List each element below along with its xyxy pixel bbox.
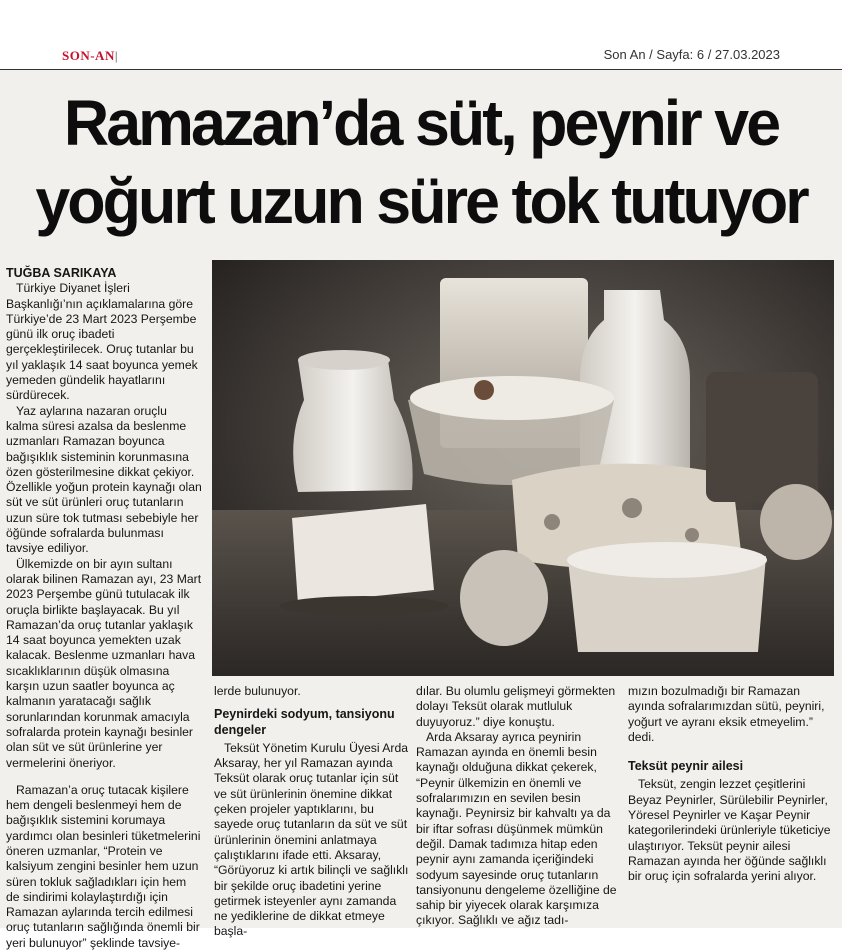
newspaper-clipping xyxy=(0,70,842,950)
logo-caret: | xyxy=(114,48,118,63)
headline-line-2: yoğurt uzun süre tok tutuyor xyxy=(35,165,807,237)
paragraph: Arda Aksaray ayrıca peynirin Ramazan ayında en önemli besin kaynağı olduğuna dikkat çekerek, “Peynir ülkemizin en önemli ve sofralarımızın en sevilen besin kaynağı. Peynirsiz bir kahvaltı ya da bir iftar sofrası düşünmek mümkün değil. Damak tadımıza hitap eden peynir aynı zamanda içeriğindeki sodyum sayesinde oruç tutanların tansiyonunu dengeleme özelliğine de sahip bir yiyecek olarak karşımıza çıkıyor. Sağlıklı ve ağız tadı- xyxy=(416,729,617,928)
headline-line-1: Ramazan’da süt, peynir ve xyxy=(63,87,779,159)
paragraph: Ülkemizde on bir ayın sultanı olarak bilinen Ramazan ayı, 23 Mart 2023 Perşembe günü tutulacak ilk oruçla birlikte başlayacak. Bu yıl Ramazan’da oruç tutanlar yaklaşık 14 saat boyunca yemekten uzak kalacak. Beslenme uzmanları hava sıcaklıklarının düşük olmasına karşın uzun saatler boyunca aç kalmanın yaratacağı sağlık sorunlarından korunmak amacıyla sofralarda protein kaynağı besinler olan süt ve süt ürünlerine yer vermelerini öneriyor. xyxy=(6,556,202,770)
subheading: Teksüt peynir ailesi xyxy=(628,759,744,774)
article-photo-dairy-products xyxy=(212,260,834,676)
byline: TUĞBA SARIKAYA xyxy=(6,266,117,280)
subheading: Peynirdeki sodyum, tansiyonu dengeler xyxy=(214,707,395,737)
article-headline xyxy=(14,84,827,240)
publication-logo[interactable]: SON-AN| xyxy=(62,48,118,63)
paragraph: Yaz aylarına nazaran oruçlu kalma süresi azalsa da beslenme uzmanları Ramazan boyunca bağışıklık sisteminin korunmasına özen gösterilmesine dikkat çekiyor. Özellikle yoğun protein kaynağı olan süt ve süt ürünleri oruç tutanların uzun süre tok tutması sebebiyle her öğünde sofralarda bulunması tavsiye ediliyor. xyxy=(6,403,202,556)
paragraph: Teksüt, zengin lezzet çeşitlerini Beyaz Peynirler, Sürülebilir Peynirler, Yöresel Peynirler ve Kaşar Peynir kategorilerindeki ürünleriyle tüketiciye ulaştırıyor. Teksüt peynir ailesi Ramazan ayında her öğünde sağlıklı bir oruç için sofralarda yerini alıyor. xyxy=(628,777,831,884)
dairy-still-life-image xyxy=(212,260,834,676)
article-column-1 xyxy=(6,266,202,951)
paragraph: Ramazan’a oruç tutacak kişilere hem dengeli beslenmeyi hem de bağışıklık sistemini korumaya yardımcı olan besinleri tüketmelerini öneren uzmanlar, “Protein ve kalsiyum zengini besinler hem uzun süren tokluk sağladıkları için hem de sindirimi kolaylaştırdığı için Ramazan aylarında tercih edilmesi oruç tutanların sağlığında önemli bir yeri bulunuyor” şeklinde tavsiye- xyxy=(6,782,201,950)
masthead xyxy=(0,0,842,70)
page-info: Son An / Sayfa: 6 / 27.03.2023 xyxy=(603,47,780,62)
article-column-2 xyxy=(214,684,410,940)
paragraph: lerde bulunuyor. xyxy=(214,684,301,698)
paragraph: mızın bozulmadığı bir Ramazan ayında sofralarımızdan sütü, peyniri, yoğurt ve ayranı eksik etmeyelim.” dedi. xyxy=(628,684,825,744)
article-column-3 xyxy=(416,684,618,929)
paragraph: dılar. Bu olumlu gelişmeyi görmekten dolayı Teksüt olarak mutluluk duyuyoruz.” diye konuştu. xyxy=(416,684,616,729)
paragraph: Teksüt Yönetim Kurulu Üyesi Arda Aksaray, her yıl Ramazan ayında Teksüt olarak oruç tutanlar için süt ve süt ürünlerinin önemine dikkat çeken projeler yaptıklarını, bu sayede oruç tutanların da süt ve süt ürünlerinin önemini anlatmaya çalıştıklarını ifade etti. Aksaray, “Görüyoruz ki artık bilinçli ve sağlıklı bir şekilde oruç ibadetini yerine getirmek isteyenler aynı zamanda ne yediklerine de dikkat etmeye başla- xyxy=(214,740,409,939)
paragraph: Türkiye Diyanet İşleri Başkanlığı’nın açıklamalarına göre Türkiye’de 23 Mart 2023 Perşembe günü ilk oruç ibadeti gerçekleştirilecek. Oruç tutanlar bu yıl yaklaşık 14 saat boyunca yemek yemeden gündelik hayatlarını sürdürecek. xyxy=(6,281,198,403)
article-column-4 xyxy=(628,684,834,885)
